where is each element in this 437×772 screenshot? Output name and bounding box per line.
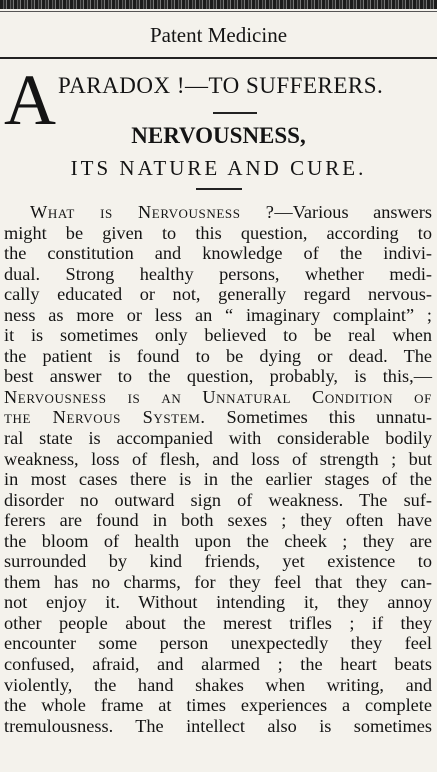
text-line: confused, afraid, and alarmed ; the heart beats — [4, 654, 432, 675]
category-divider — [0, 57, 437, 59]
headline: PARADOX !—TO SUFFERERS. — [58, 73, 384, 98]
text-line: the bloom of health upon the cheek ; they are — [4, 530, 432, 551]
subhead-subtitle: ITS NATURE AND CURE. — [70, 156, 367, 180]
text-line: them has no charms, for they feel that they can- — [4, 571, 432, 592]
text-line: might be given to this question, according to — [4, 222, 432, 243]
section-category: Patent Medicine — [149, 23, 288, 47]
text-line: disorder no outward sign of weakness. The suf- — [4, 489, 432, 510]
headline-divider — [213, 112, 257, 114]
text-line: best answer to the question, probably, is this,— — [4, 366, 432, 387]
text-line: weakness, loss of flesh, and loss of strength ; but — [4, 448, 432, 469]
text-line: cally educated or not, generally regard nervous- — [4, 284, 432, 305]
text-line: surrounded by kind friends, yet existence to — [4, 551, 432, 572]
article-body — [4, 202, 432, 736]
text-line: encounter some person unexpectedly they feel — [4, 633, 432, 654]
text-line: the whole frame at times experiences a complete — [4, 695, 432, 716]
text-line: violently, the hand shakes when writing, and — [4, 674, 432, 695]
subhead-title: NERVOUSNESS, — [131, 123, 306, 148]
subhead-divider — [196, 188, 242, 190]
text-line: What is Nervousness ?—Various answers — [30, 202, 432, 222]
text-line: the Nervous System. Sometimes this unnatu- — [4, 407, 432, 428]
text-line: in most cases there is in the earlier stages of the — [4, 469, 432, 490]
top-border-thin-rule — [0, 11, 437, 12]
text-line: ferers are found in both sexes ; they often have — [4, 510, 432, 531]
text-line: it is sometimes only believed to be real when — [4, 325, 432, 346]
text-line: ral state is accompanied with considerable bodily — [4, 428, 432, 449]
top-border-rule — [0, 0, 437, 9]
text-line: ness as more or less an “ imaginary complaint” ; — [4, 304, 432, 325]
text-line: Nervousness is an Unnatural Condition of — [4, 386, 432, 407]
text-line: the constitution and knowledge of the indivi- — [4, 243, 432, 264]
text-line: other people about the merest trifles ; if they — [4, 612, 432, 633]
text-line: not enjoy it. Without intending it, they annoy — [4, 592, 432, 613]
text-line: the patient is found to be dying or dead. The — [4, 345, 432, 366]
text-line: dual. Strong healthy persons, whether medi- — [4, 263, 432, 284]
drop-cap: A — [4, 60, 56, 140]
text-line: tremulousness. The intellect also is sometimes — [4, 715, 432, 736]
